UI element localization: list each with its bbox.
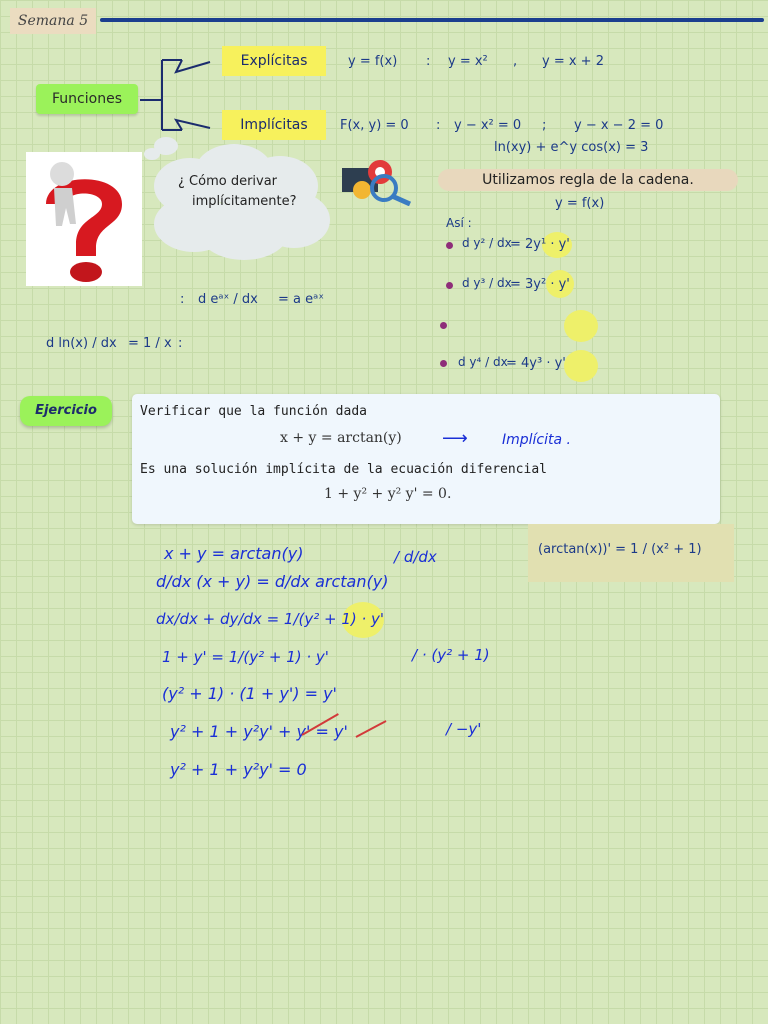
implicit-semicolon: ; [542,118,547,133]
chain-rule-asi: Así : [446,216,472,230]
chain-example-1-rhs: = 2y¹ · y' [510,237,570,252]
explicit-example-1: y = x² [448,54,488,69]
explicit-general: y = f(x) [348,54,398,69]
solution-step-3: dx/dx + dy/dx = 1/(y² + 1) · y' [156,610,385,628]
rule-ln-rhs: = 1 / x [128,336,172,351]
solution-step-4-op: / · (y² + 1) [412,646,490,664]
rule-exp-lhs: d eᵃˣ / dx [198,292,258,307]
rule-exp-rhs: = a eᵃˣ [278,292,324,307]
implicit-example-3: ln(xy) + e^y cos(x) = 3 [494,140,649,155]
solution-step-6: y² + 1 + y²y' + y' = y' [170,722,348,741]
exercise-box [132,394,720,524]
exercise-arrow: ⟶ [442,428,468,449]
bullet [446,242,453,249]
funciones-label: Funciones [36,84,138,114]
implicit-example-1: y − x² = 0 [454,118,522,133]
explicit-comma: , [513,54,518,69]
rule-ln-lhs: d ln(x) / dx [46,336,117,351]
exercise-equation-note: Implícita . [502,432,571,448]
rule-sep: : [180,292,185,307]
hint-box [528,524,734,582]
explicitas-label: Explícitas [222,46,326,76]
implicit-general: F(x, y) = 0 [340,118,409,133]
week-tag: Semana 5 [10,8,96,34]
solution-step-4: 1 + y' = 1/(y² + 1) · y' [162,648,329,666]
chain-rule-given: y = f(x) [555,196,605,211]
implicit-sep: : [436,118,441,133]
highlight-mark [564,310,598,342]
explicit-example-2: y = x + 2 [542,54,604,69]
cloud-line-1: ¿ Cómo derivar [178,174,278,189]
strike-mark [356,720,387,738]
ejercicio-tag: Ejercicio [20,396,112,426]
solution-step-1: x + y = arctan(y) [164,544,304,563]
solution-step-7: y² + 1 + y²y' = 0 [170,760,307,779]
bullet [446,282,453,289]
implicitas-label: Implícitas [222,110,326,140]
implicit-example-2: y − x − 2 = 0 [574,118,664,133]
solution-step-1-op: / d/dx [394,548,437,566]
exercise-line-1: Verificar que la función dada [140,404,367,419]
solution-step-2: d/dx (x + y) = d/dx arctan(y) [156,572,389,591]
explicit-sep: : [426,54,431,69]
rule-sep: : [178,336,183,351]
question-figure-image [26,152,142,286]
chain-example-1-lhs: d y² / dx [462,236,512,250]
chain-example-2-rhs: = 3y² · y' [510,277,570,292]
exercise-line-2: Es una solución implícita de la ecuación diferencial [140,462,547,477]
cloud-question [178,172,338,212]
solution-step-5: (y² + 1) · (1 + y') = y' [162,684,337,703]
bullet [440,360,447,367]
chain-example-3-rhs: = 4y³ · y' [506,356,566,371]
solution-step-6-op: / −y' [446,720,482,738]
exercise-equation-1: x + y = arctan(y) [280,430,402,446]
exercise-equation-2: 1 + y² + y² y' = 0. [324,486,452,502]
cloud-line-2: implícitamente? [192,194,297,209]
tree-brackets [138,46,226,146]
chain-rule-banner: Utilizamos regla de la cadena. [438,169,738,191]
header-rule [100,18,764,22]
highlight-mark [564,350,598,382]
chain-example-2-lhs: d y³ / dx [462,276,512,290]
hint-formula: (arctan(x))' = 1 / (x² + 1) [538,542,702,557]
gears-magnifier-icon [340,156,420,206]
chain-example-3-lhs: d y⁴ / dx [458,355,508,369]
bullet [440,322,447,329]
